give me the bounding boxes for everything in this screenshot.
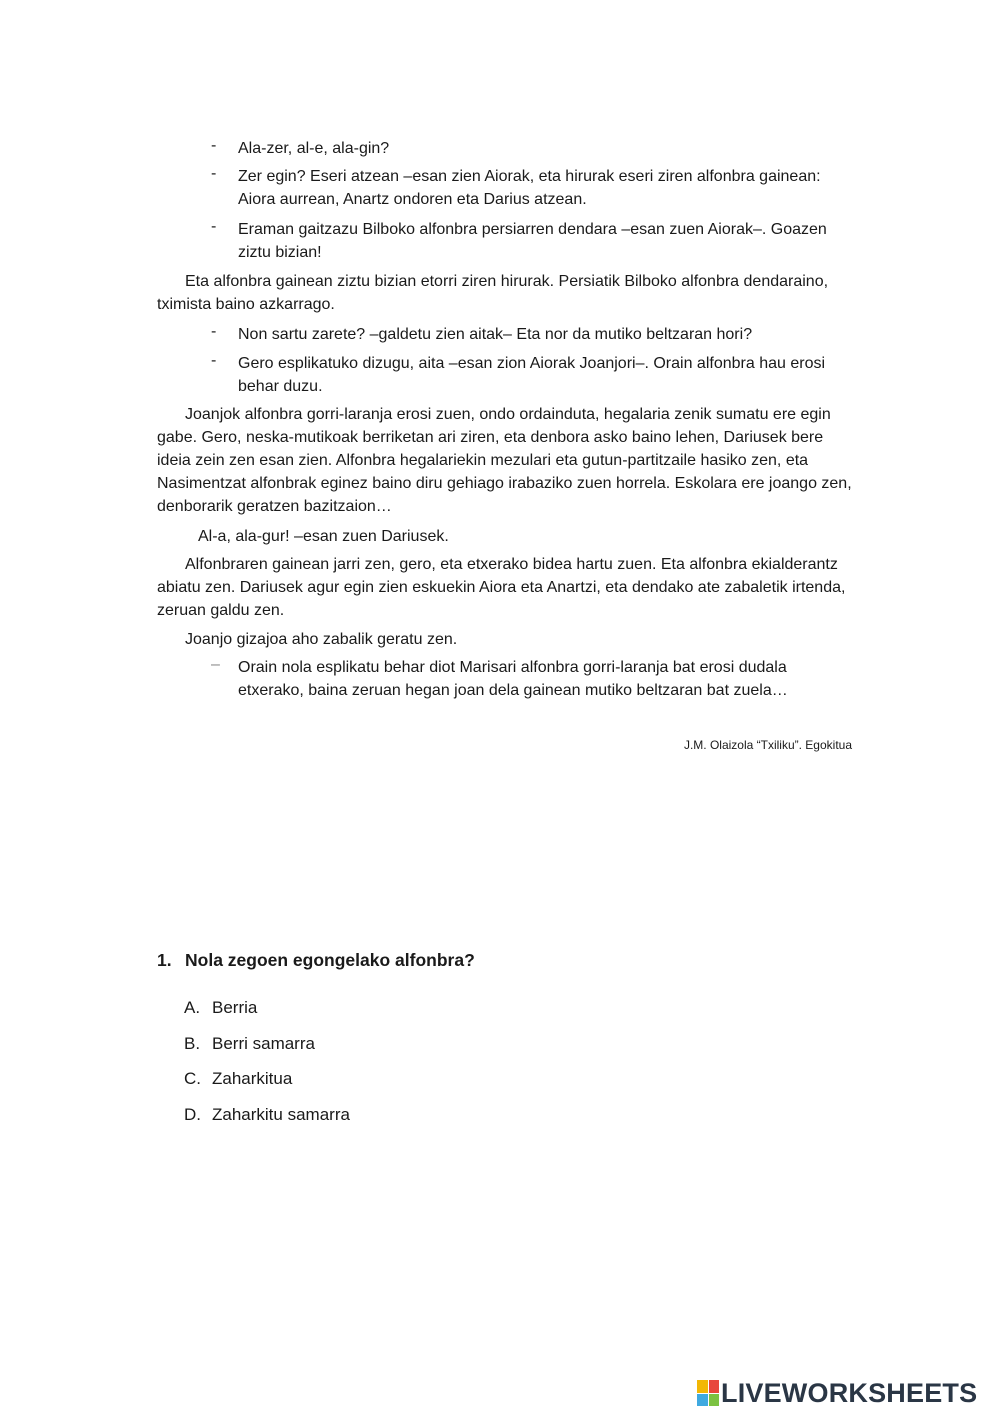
dialogue-line: Ala-zer, al-e, ala-gin?	[238, 140, 390, 157]
dialogue-dash: -	[211, 218, 217, 235]
logo-block	[709, 1380, 720, 1393]
logo-block	[709, 1394, 720, 1407]
logo-block	[697, 1394, 708, 1407]
brand-name: LIVEWORKSHEETS	[721, 1377, 978, 1408]
answer-option-d[interactable]	[184, 1105, 350, 1125]
option-letter: A.	[184, 998, 201, 1017]
story-paragraph: Eta alfonbra gainean ziztu bizian etorri ziren hirurak. Persiatik Bilboko alfonbra dendaraino, tximista baino azkarrago.	[157, 273, 829, 313]
liveworksheets-logo-icon	[697, 1380, 719, 1406]
option-letter: B.	[184, 1034, 201, 1053]
question-number: 1.	[157, 950, 172, 970]
option-letter: D.	[184, 1105, 201, 1124]
question-text: Nola zegoen egongelako alfonbra?	[185, 950, 475, 970]
option-letter: C.	[184, 1069, 201, 1088]
dialogue-dash: –	[211, 656, 220, 673]
option-text: Zaharkitua	[212, 1069, 293, 1088]
story-paragraph: Alfonbraren gainean jarri zen, gero, eta etxerako bidea hartu zuen. Eta alfonbra ekialderantz abiatu zen. Dariusek agur egin zien eskuekin Aiora eta Anartzi, eta dendako ate zabaletik irtenda, zeruan galdu zen.	[157, 556, 846, 619]
dialogue-dash: -	[211, 165, 217, 182]
story-paragraph: Joanjok alfonbra gorri-laranja erosi zuen, ondo ordainduta, hegalaria zenik sumatu ere egin gabe. Gero, neska-mutikoak berriketan ari ziren, eta denbora asko baino lehen, Dariusek bere ideia zein zen esan zien. Alfonbra hegalariekin mezulari eta gutun-partitzaile hasiko zen, eta Nasimentzat alfonbrak eginez baino diru gehiago irabaziko zuen horrela. Eskolara ere joango zen, denborarik geratzen bazitzaion…	[157, 406, 852, 515]
logo-block	[697, 1380, 708, 1393]
option-text: Berria	[212, 998, 258, 1017]
dialogue-line: Non sartu zarete? –galdetu zien aitak– Eta nor da mutiko beltzaran hori?	[238, 326, 753, 343]
answer-option-a[interactable]	[184, 998, 257, 1018]
dialogue-line: Eraman gaitzazu Bilboko alfonbra persiarren dendara –esan zuen Aiorak–. Goazen ziztu bizian!	[238, 221, 827, 261]
dialogue-dash: -	[211, 352, 217, 369]
option-text: Zaharkitu samarra	[212, 1105, 350, 1124]
dialogue-dash: -	[211, 137, 217, 154]
dialogue-dash: -	[211, 323, 217, 340]
story-quote: Al-a, ala-gur! –esan zuen Dariusek.	[198, 528, 449, 545]
answer-option-b[interactable]	[184, 1034, 315, 1054]
story-paragraph: Joanjo gizajoa aho zabalik geratu zen.	[185, 631, 458, 648]
option-text: Berri samarra	[212, 1034, 315, 1053]
dialogue-line: Gero esplikatuko dizugu, aita –esan zion Aiorak Joanjori–. Orain alfonbra hau erosi behar duzu.	[238, 355, 826, 395]
dialogue-line: Orain nola esplikatu behar diot Marisari alfonbra gorri-laranja bat erosi dudala etxerako, baina zeruan hegan joan dela gainean mutiko beltzaran bat zuela…	[238, 659, 788, 699]
dialogue-line: Zer egin? Eseri atzean –esan zien Aiorak, eta hirurak eseri ziren alfonbra gainean: Aiora aurrean, Anartz ondoren eta Darius atzean.	[238, 168, 821, 208]
answer-option-c[interactable]	[184, 1069, 292, 1089]
liveworksheets-brand	[697, 1378, 977, 1408]
source-credit: J.M. Olaizola “Txiliku”. Egokitua	[683, 738, 852, 752]
